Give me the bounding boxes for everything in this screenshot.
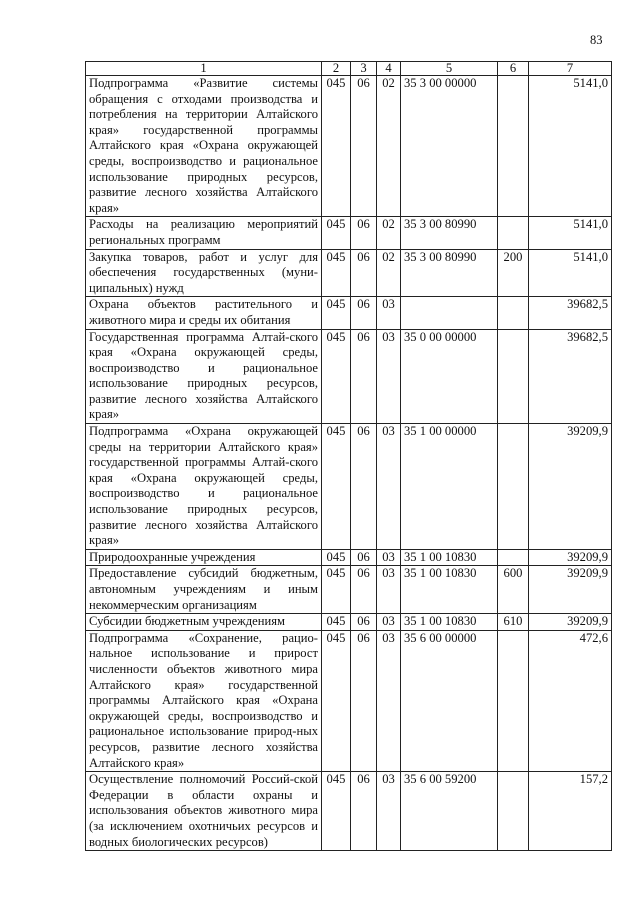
- subsection-code-cell: 03: [377, 630, 401, 771]
- header-col-2: 2: [322, 62, 351, 76]
- subsection-code-cell: 02: [377, 76, 401, 217]
- table-row: [86, 566, 612, 614]
- item-name-cell: Подпрограмма «Охрана окружающей среды на территории Алтайского края» государственной программы Алтай-ского края «Охрана окружающей среды, воспроизводство и рациональное использование природных ресурсов, развитие лесного хозяйства Алтайского края»: [86, 424, 322, 550]
- ministry-code-cell: 045: [322, 630, 351, 771]
- page-number: 83: [590, 33, 603, 47]
- expense-type-cell: [498, 217, 529, 249]
- section-code-cell: 06: [351, 630, 377, 771]
- expense-type-cell: 610: [498, 614, 529, 631]
- target-article-cell: 35 1 00 10830: [401, 549, 498, 566]
- target-article-cell: 35 0 00 00000: [401, 329, 498, 424]
- target-article-cell: 35 1 00 10830: [401, 614, 498, 631]
- item-name-cell: Субсидии бюджетным учреждениям: [86, 614, 322, 631]
- section-code-cell: 06: [351, 614, 377, 631]
- section-code-cell: 06: [351, 249, 377, 297]
- ministry-code-cell: 045: [322, 217, 351, 249]
- table-row: [86, 549, 612, 566]
- target-article-cell: 35 3 00 80990: [401, 217, 498, 249]
- header-col-5: 5: [401, 62, 498, 76]
- target-article-cell: 35 6 00 00000: [401, 630, 498, 771]
- expense-type-cell: [498, 329, 529, 424]
- ministry-code-cell: 045: [322, 549, 351, 566]
- ministry-code-cell: 045: [322, 249, 351, 297]
- item-name-cell: Предоставление субсидий бюджетным, автономным учреждениям и иным некоммерческим организациям: [86, 566, 322, 614]
- subsection-code-cell: 03: [377, 297, 401, 329]
- expense-type-cell: [498, 549, 529, 566]
- item-name-cell: Расходы на реализацию мероприятий региональных программ: [86, 217, 322, 249]
- subsection-code-cell: 03: [377, 549, 401, 566]
- amount-cell: 39209,9: [529, 566, 612, 614]
- amount-cell: 39682,5: [529, 297, 612, 329]
- item-name-cell: Подпрограмма «Развитие системы обращения с отходами производства и потребления на территории Алтайского края» государственной программы Алтайского края «Охрана окружающей среды, воспроизводство и рациональное использование природных ресурсов, развитие лесного хозяйства Алтайского края»: [86, 76, 322, 217]
- subsection-code-cell: 03: [377, 566, 401, 614]
- amount-cell: 39209,9: [529, 614, 612, 631]
- subsection-code-cell: 02: [377, 249, 401, 297]
- section-code-cell: 06: [351, 217, 377, 249]
- item-name-cell: Природоохранные учреждения: [86, 549, 322, 566]
- table-row: [86, 297, 612, 329]
- item-name-cell: Подпрограмма «Сохранение, рацио-нальное использование и прирост численности объектов животного мира Алтайского края» государственной программы Алтайского края «Охрана окружающей среды, воспроизводство и рациональное использование природ-ных ресурсов, развитие лесного хозяйства Алтайского края»: [86, 630, 322, 771]
- expense-type-cell: [498, 630, 529, 771]
- table-header-row: [86, 62, 612, 76]
- expense-type-cell: 600: [498, 566, 529, 614]
- target-article-cell: 35 3 00 80990: [401, 249, 498, 297]
- table-row: [86, 424, 612, 550]
- target-article-cell: 35 3 00 00000: [401, 76, 498, 217]
- target-article-cell: 35 6 00 59200: [401, 772, 498, 851]
- budget-table: [85, 61, 612, 851]
- ministry-code-cell: 045: [322, 76, 351, 217]
- section-code-cell: 06: [351, 566, 377, 614]
- expense-type-cell: [498, 424, 529, 550]
- expense-type-cell: [498, 297, 529, 329]
- ministry-code-cell: 045: [322, 297, 351, 329]
- section-code-cell: 06: [351, 549, 377, 566]
- table-row: [86, 630, 612, 771]
- subsection-code-cell: 02: [377, 217, 401, 249]
- item-name-cell: Государственная программа Алтай-ского края «Охрана окружающей среды, воспроизводство и рациональное использование природных ресурсов, развитие лесного хозяйства Алтайского края»: [86, 329, 322, 424]
- subsection-code-cell: 03: [377, 424, 401, 550]
- table-row: [86, 614, 612, 631]
- amount-cell: 39209,9: [529, 424, 612, 550]
- amount-cell: 5141,0: [529, 249, 612, 297]
- amount-cell: 472,6: [529, 630, 612, 771]
- header-col-4: 4: [377, 62, 401, 76]
- table-row: [86, 249, 612, 297]
- table-body: [86, 62, 612, 851]
- ministry-code-cell: 045: [322, 772, 351, 851]
- amount-cell: 39682,5: [529, 329, 612, 424]
- item-name-cell: Охрана объектов растительного и животного мира и среды их обитания: [86, 297, 322, 329]
- item-name-cell: Закупка товаров, работ и услуг для обеспечения государственных (муни-ципальных) нужд: [86, 249, 322, 297]
- header-col-3: 3: [351, 62, 377, 76]
- ministry-code-cell: 045: [322, 329, 351, 424]
- target-article-cell: 35 1 00 00000: [401, 424, 498, 550]
- amount-cell: 157,2: [529, 772, 612, 851]
- ministry-code-cell: 045: [322, 424, 351, 550]
- expense-type-cell: [498, 76, 529, 217]
- header-col-7: 7: [529, 62, 612, 76]
- amount-cell: 39209,9: [529, 549, 612, 566]
- section-code-cell: 06: [351, 329, 377, 424]
- section-code-cell: 06: [351, 772, 377, 851]
- expense-type-cell: 200: [498, 249, 529, 297]
- expense-type-cell: [498, 772, 529, 851]
- target-article-cell: [401, 297, 498, 329]
- table-row: [86, 217, 612, 249]
- subsection-code-cell: 03: [377, 772, 401, 851]
- amount-cell: 5141,0: [529, 217, 612, 249]
- table-row: [86, 329, 612, 424]
- subsection-code-cell: 03: [377, 329, 401, 424]
- target-article-cell: 35 1 00 10830: [401, 566, 498, 614]
- table-row: [86, 772, 612, 851]
- section-code-cell: 06: [351, 297, 377, 329]
- section-code-cell: 06: [351, 424, 377, 550]
- amount-cell: 5141,0: [529, 76, 612, 217]
- ministry-code-cell: 045: [322, 614, 351, 631]
- header-col-6: 6: [498, 62, 529, 76]
- table-row: [86, 76, 612, 217]
- header-col-1: 1: [86, 62, 322, 76]
- section-code-cell: 06: [351, 76, 377, 217]
- item-name-cell: Осуществление полномочий Россий-ской Федерации в области охраны и использования объектов животного мира (за исключением охотничьих ресурсов и водных биологических ресурсов): [86, 772, 322, 851]
- ministry-code-cell: 045: [322, 566, 351, 614]
- subsection-code-cell: 03: [377, 614, 401, 631]
